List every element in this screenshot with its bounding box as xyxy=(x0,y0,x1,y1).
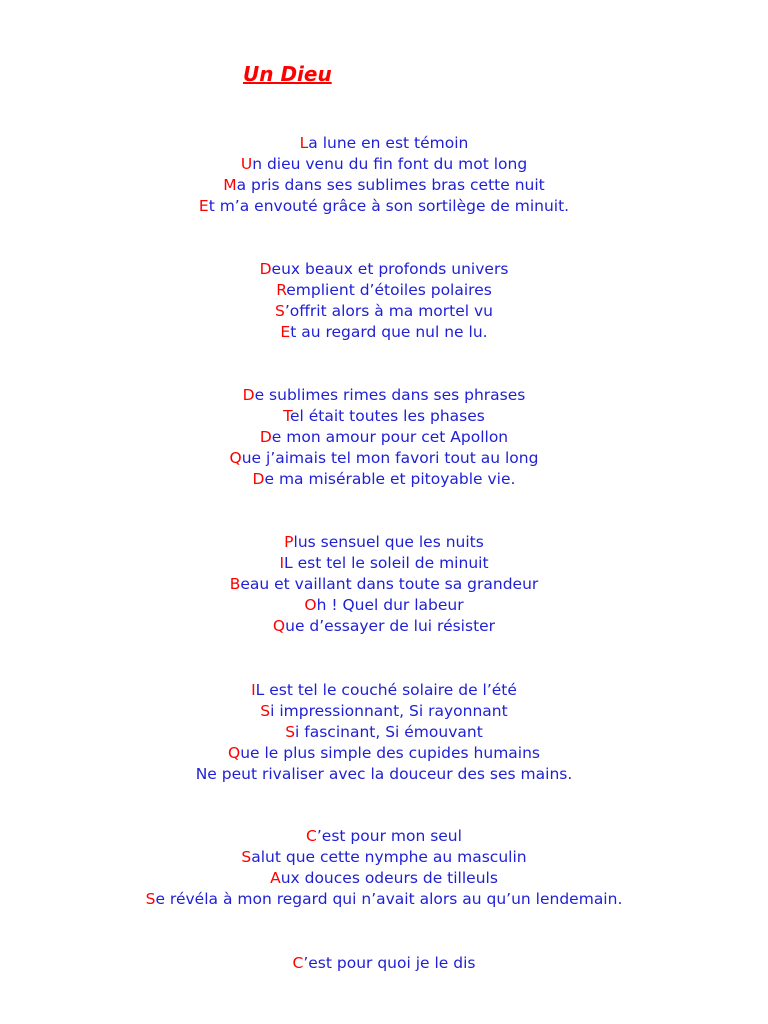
poem-line xyxy=(0,385,768,406)
poem-line xyxy=(0,532,768,553)
poem-line xyxy=(0,469,768,490)
line-text: a pris dans ses sublimes bras cette nuit xyxy=(236,176,545,194)
acrostic-initial: D xyxy=(259,260,272,278)
acrostic-initial: L xyxy=(299,134,309,152)
stanza xyxy=(0,680,768,785)
line-text: emplient d’étoiles polaires xyxy=(286,281,492,299)
line-text: e ma misérable et pitoyable vie. xyxy=(264,470,516,488)
line-text: eau et vaillant dans toute sa grandeur xyxy=(240,575,539,593)
poem-line xyxy=(0,175,768,196)
stanza xyxy=(0,133,768,217)
poem-line xyxy=(0,553,768,574)
poem-line xyxy=(0,826,768,847)
poem-line xyxy=(0,259,768,280)
poem-line xyxy=(0,280,768,301)
poem-line xyxy=(0,847,768,868)
line-text: t m’a envouté grâce à son sortilège de minuit. xyxy=(208,197,570,215)
line-text: ue j’aimais tel mon favori tout au long xyxy=(241,449,539,467)
acrostic-initial: P xyxy=(284,533,294,551)
poem-line xyxy=(0,743,768,764)
line-text: ’offrit alors à ma mortel vu xyxy=(284,302,494,320)
poem-line xyxy=(0,889,768,910)
line-text: ’est pour quoi je le dis xyxy=(303,954,476,972)
line-text: e révéla à mon regard qui n’avait alors au qu’un lendemain. xyxy=(155,890,623,908)
poem-line xyxy=(0,953,768,974)
poem-line xyxy=(0,322,768,343)
acrostic-initial: A xyxy=(270,869,281,887)
poem-line xyxy=(0,196,768,217)
line-text: Ne peut rivaliser avec la douceur des ses mains. xyxy=(195,765,573,783)
poem-line xyxy=(0,764,768,785)
line-text: el était toutes les phases xyxy=(289,407,485,425)
line-text: e mon amour pour cet Apollon xyxy=(271,428,509,446)
poem-line xyxy=(0,301,768,322)
poem-line xyxy=(0,722,768,743)
line-text: eux beaux et profonds univers xyxy=(271,260,509,278)
stanza xyxy=(0,532,768,637)
acrostic-initial: U xyxy=(240,155,253,173)
acrostic-initial: R xyxy=(276,281,287,299)
acrostic-initial: S xyxy=(260,702,271,720)
stanza xyxy=(0,259,768,343)
line-text: i impressionnant, Si rayonnant xyxy=(270,702,508,720)
acrostic-initial: D xyxy=(259,428,272,446)
acrostic-initial: D xyxy=(252,470,265,488)
line-text: i fascinant, Si émouvant xyxy=(295,723,483,741)
line-text: L est tel le couché solaire de l’été xyxy=(255,681,517,699)
line-text: ’est pour mon seul xyxy=(316,827,462,845)
acrostic-initial: Q xyxy=(272,617,286,635)
acrostic-initial: B xyxy=(229,575,241,593)
line-text: ux douces odeurs de tilleuls xyxy=(280,869,498,887)
acrostic-initial: E xyxy=(280,323,291,341)
stanza xyxy=(0,826,768,910)
poem-line xyxy=(0,701,768,722)
acrostic-initial: M xyxy=(223,176,237,194)
line-text: alut que cette nymphe au masculin xyxy=(251,848,527,866)
poem-line xyxy=(0,406,768,427)
line-text: L est tel le soleil de minuit xyxy=(284,554,489,572)
acrostic-initial: I xyxy=(279,554,285,572)
poem-line xyxy=(0,595,768,616)
acrostic-initial: O xyxy=(304,596,317,614)
poem-line xyxy=(0,680,768,701)
line-text: t au regard que nul ne lu. xyxy=(290,323,488,341)
poem-line xyxy=(0,574,768,595)
acrostic-initial: Q xyxy=(229,449,242,467)
stanza xyxy=(0,953,768,974)
acrostic-initial: T xyxy=(283,407,290,425)
line-text: e sublimes rimes dans ses phrases xyxy=(254,386,526,404)
line-text: ue le plus simple des cupides humains xyxy=(240,744,541,762)
poem-line xyxy=(0,616,768,637)
acrostic-initial: C xyxy=(306,827,317,845)
line-text: n dieu venu du fin font du mot long xyxy=(252,155,528,173)
line-text: h ! Quel dur labeur xyxy=(316,596,464,614)
poem-line xyxy=(0,448,768,469)
acrostic-initial: S xyxy=(274,302,285,320)
acrostic-initial: E xyxy=(198,197,209,215)
acrostic-initial: I xyxy=(251,681,256,699)
line-text: lus sensuel que les nuits xyxy=(293,533,484,551)
poem-line xyxy=(0,154,768,175)
acrostic-initial: D xyxy=(242,386,255,404)
acrostic-initial: S xyxy=(241,848,252,866)
line-text: a lune en est témoin xyxy=(308,134,469,152)
acrostic-initial: S xyxy=(145,890,156,908)
acrostic-initial: Q xyxy=(227,744,241,762)
acrostic-initial: S xyxy=(285,723,296,741)
stanza xyxy=(0,385,768,490)
acrostic-initial: C xyxy=(292,954,304,972)
poem-line xyxy=(0,868,768,889)
poem-line xyxy=(0,427,768,448)
line-text: ue d’essayer de lui résister xyxy=(285,617,496,635)
poem-line xyxy=(0,133,768,154)
poem-title: Un Dieu xyxy=(243,62,332,86)
